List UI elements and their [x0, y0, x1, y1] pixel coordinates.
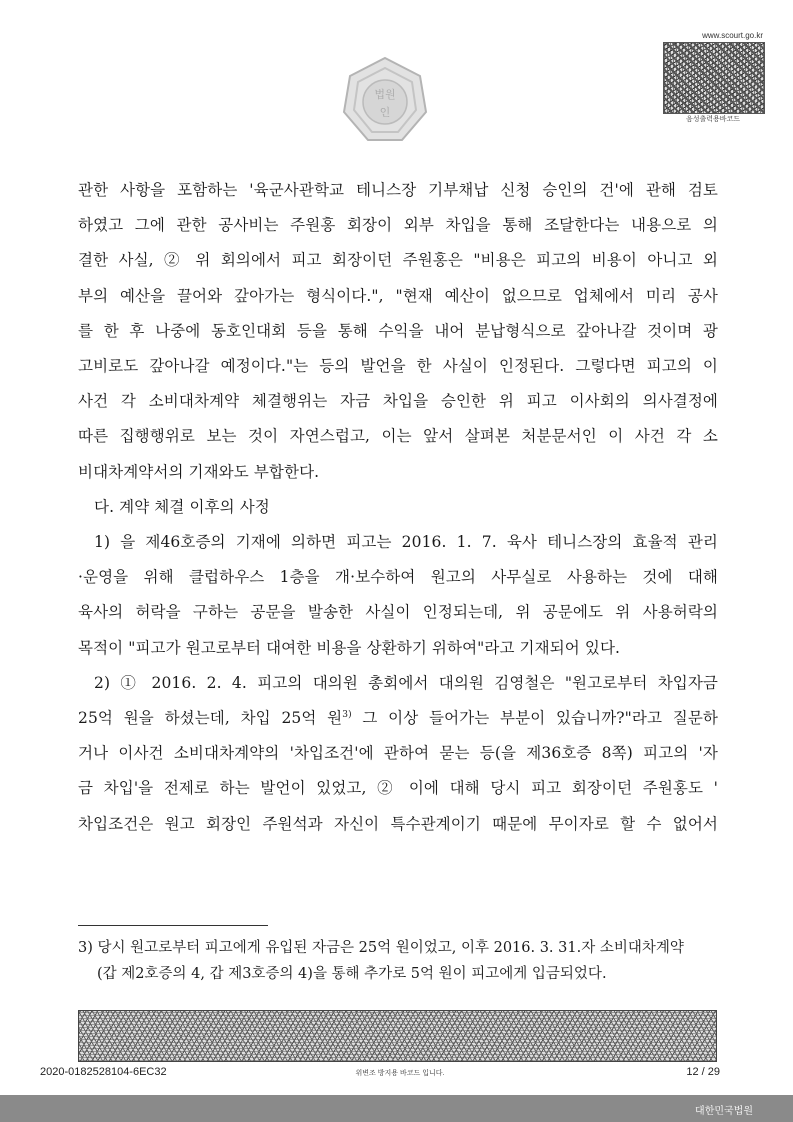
document-body [78, 173, 718, 842]
para2-line: 금 차입'을 전제로 하는 발언이 있었고, ② 이에 대해 당시 피고 회장이던 주원홍도 ' [78, 779, 718, 798]
body-line: 결한 사실, ② 위 회의에서 피고 회장이던 주원홍은 "비용은 피고의 비용이 아니고 외 [78, 251, 718, 270]
footnote-line: 3) 당시 원고로부터 피고에게 유입된 자금은 25억 원이었고, 이후 2016. 3. 31.자 소비대차계약 [78, 940, 684, 956]
para2-line [78, 701, 718, 736]
para1-line: ·운영을 위해 클럽하우스 1층을 개·보수하여 원고의 사무실로 사용하는 것에 대해 [78, 568, 718, 587]
body-line: 고비로도 갚아나갈 예정이다."는 등의 발언을 한 사실이 인정된다. 그렇다면 피고의 이 [78, 357, 718, 376]
para2-line2-pre: 25억 원을 하셨는데, 차입 25억 원 [78, 709, 343, 728]
para2-line: 차입조건은 원고 회장인 주원석과 자신이 특수관계이기 때문에 무이자로 할 수 없어서 [78, 814, 718, 833]
body-line: 하였고 그에 관한 공사비는 주원홍 회장이 외부 차입을 통해 조달한다는 내용으로 의 [78, 216, 718, 235]
barcode-caption: 음성출력용바코드 [685, 116, 741, 123]
barcode-note: 위변조 방지용 바코드 입니다. [355, 1070, 445, 1077]
para2-line2-post: 그 이상 들어가는 부분이 있습니까?"라고 질문하 [351, 709, 718, 728]
para1-line: 1) 을 제46호증의 기재에 의하면 피고는 2016. 1. 7. 육사 테니스장의 효율적 관리 [94, 533, 718, 552]
court-seal-icon [340, 54, 430, 146]
court-footer-bar [0, 1095, 793, 1122]
footnote-divider [78, 925, 268, 926]
body-line: 부의 예산을 끌어와 갚아가는 형식이다.", "현재 예산이 없으므로 업체에서 미리 공사 [78, 286, 718, 305]
footnote [78, 935, 728, 987]
body-line: 비대차계약서의 기재와도 부합한다. [78, 462, 320, 481]
body-line: 따른 집행행위로 보는 것이 자연스럽고, 이는 앞서 살펴본 처분문서인 이 사건 각 소 [78, 427, 718, 446]
para2-line: 거나 이사건 소비대차계약의 '차입조건'에 관하여 묻는 등(을 제36호증 8쪽) 피고의 '자 [78, 744, 718, 763]
page-number: 12 / 29 [686, 1066, 720, 1078]
svg-text:인: 인 [379, 106, 391, 119]
para1-line: 목적이 "피고가 원고로부터 대여한 비용을 상환하기 위하여"라고 기재되어 있다. [78, 638, 621, 657]
audio-barcode [663, 42, 765, 114]
body-line: 사건 각 소비대차계약 체결행위는 자금 차입을 승인한 위 피고 이사회의 의사결정에 [78, 392, 718, 411]
anti-forgery-barcode [78, 1010, 717, 1062]
site-url: www.scourt.go.kr [702, 31, 763, 40]
body-line: 를 한 후 나중에 동호인대회 등을 통해 수익을 내어 분납형식으로 갚아나갈 것이며 광 [78, 321, 718, 340]
svg-text:법원: 법원 [374, 88, 396, 101]
body-line: 관한 사항을 포함하는 '육군사관학교 테니스장 기부채납 신청 승인의 건'에 관해 검토 [78, 181, 718, 199]
court-name: 대한민국법원 [695, 1106, 753, 1117]
section-heading: 다. 계약 체결 이후의 사정 [94, 497, 270, 516]
document-id: 2020-0182528104-6EC32 [40, 1066, 167, 1078]
footnote-line: (갑 제2호증의 4, 갑 제3호증의 4)을 통해 추가로 5억 원이 피고에게 입금되었다. [97, 966, 607, 982]
para1-line: 육사의 허락을 구하는 공문을 발송한 사실이 인정되는데, 위 공문에도 위 사용허락의 [78, 603, 718, 622]
footnote-ref[interactable]: 3) [342, 709, 352, 720]
para2-line: 2) ① 2016. 2. 4. 피고의 대의원 총회에서 대의원 김영철은 "원고로부터 차입자금 [94, 673, 718, 692]
